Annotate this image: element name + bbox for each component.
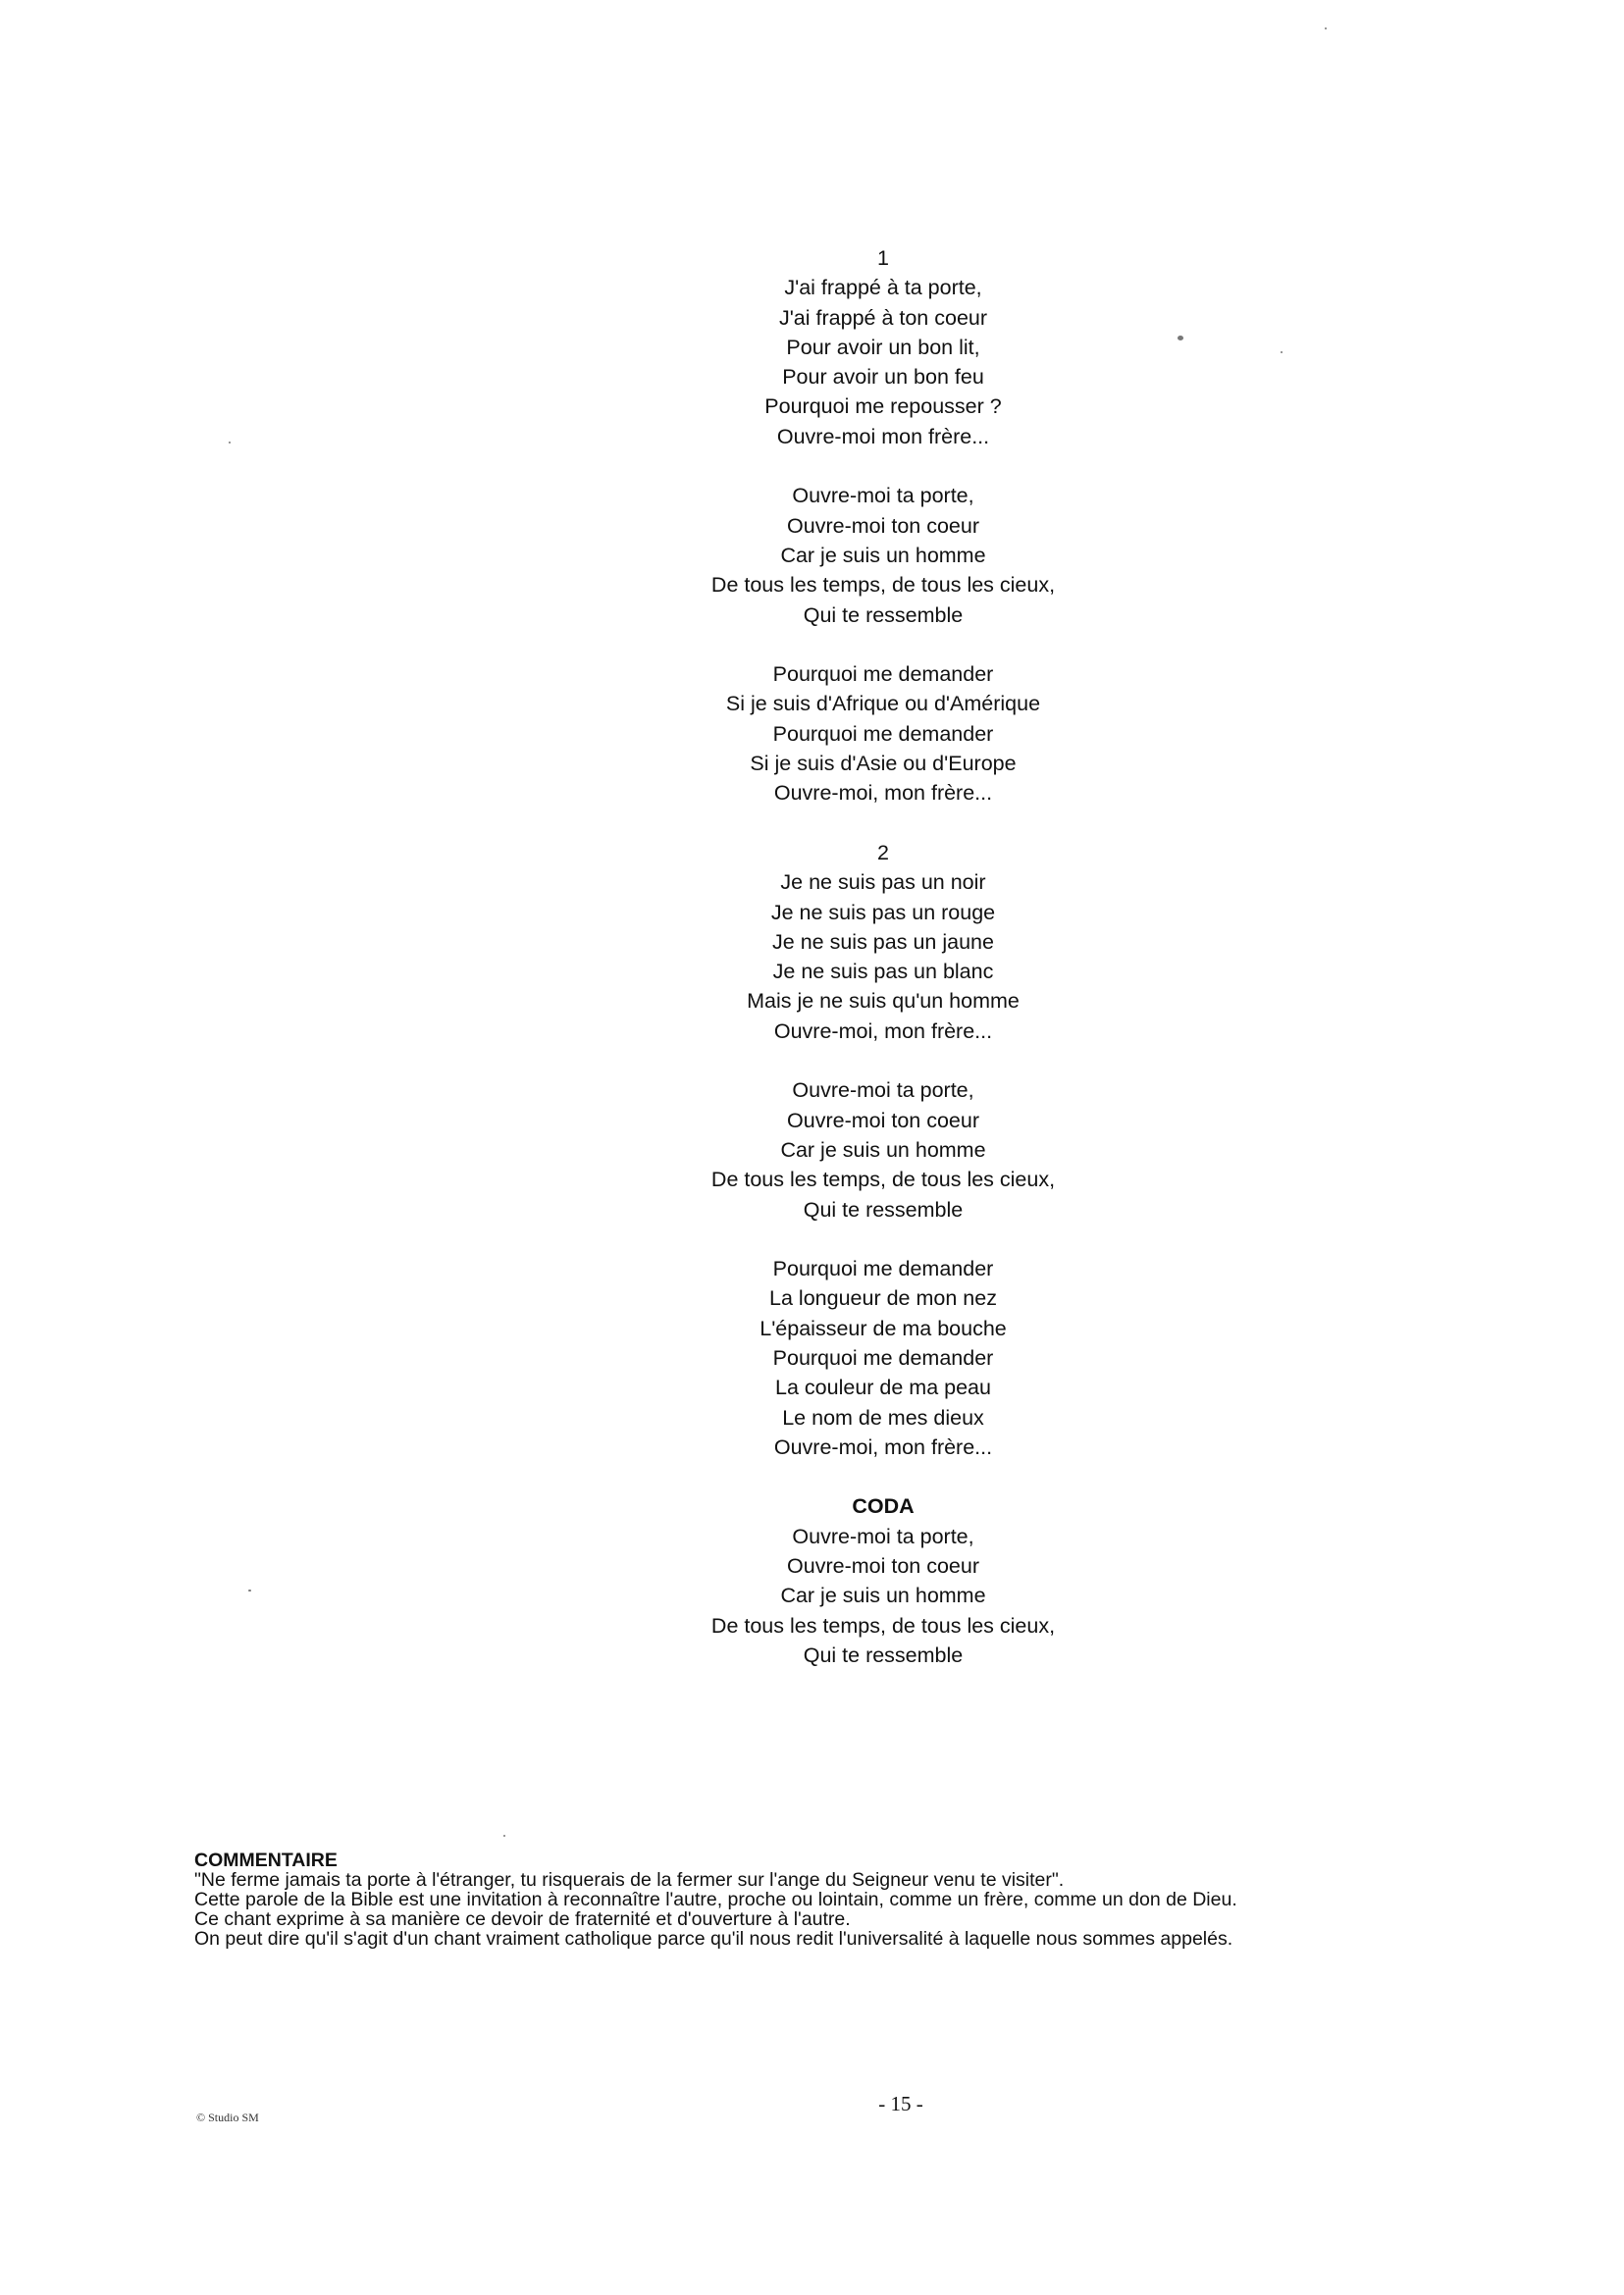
- commentary-line: Ce chant exprime à sa manière ce devoir de fraternité et d'ouverture à l'autre.: [194, 1908, 851, 1930]
- scan-speck: [248, 1590, 251, 1591]
- stanza-1: [550, 243, 1217, 451]
- stanza-2: [550, 838, 1217, 1046]
- copyright-notice: © Studio SM: [196, 2111, 259, 2124]
- lyric-line: Qui te ressemble: [803, 1197, 964, 1222]
- lyric-line: La couleur de ma peau: [775, 1376, 991, 1400]
- lyric-line: Pour avoir un bon feu: [782, 365, 984, 390]
- page-number: - 15 -: [878, 2092, 923, 2115]
- lyric-line: De tous les temps, de tous les cieux,: [710, 573, 1056, 598]
- lyric-line: Ouvre-moi ta porte,: [792, 1078, 974, 1103]
- lyric-line: Mais je ne suis qu'un homme: [747, 989, 1020, 1014]
- lyric-line: La longueur de mon nez: [769, 1286, 997, 1311]
- stanza-number: 1: [877, 246, 889, 270]
- lyric-line: Car je suis un homme: [780, 1137, 986, 1162]
- scan-speck: [1281, 351, 1283, 353]
- lyric-line: J'ai frappé à ta porte,: [784, 276, 982, 300]
- lyric-line: Je ne suis pas un rouge: [770, 900, 996, 924]
- lyric-line: Ouvre-moi ta porte,: [792, 484, 974, 508]
- commentary-title: COMMENTAIRE: [194, 1850, 338, 1871]
- lyric-line: Ouvre-moi ton coeur: [787, 513, 979, 538]
- stanza-1b: [550, 659, 1217, 808]
- commentary-line: "Ne ferme jamais ta porte à l'étranger, tu risquerais de la fermer sur l'ange du Seigneur venu te visiter".: [194, 1869, 1065, 1891]
- lyric-line: Qui te ressemble: [803, 602, 964, 627]
- song-lyrics: [550, 243, 1217, 1700]
- commentary-section: [194, 1851, 1470, 1949]
- lyric-line: Pourquoi me demander: [772, 721, 994, 746]
- lyric-line: Si je suis d'Asie ou d'Europe: [750, 752, 1017, 776]
- lyric-line: Pour avoir un bon lit,: [786, 335, 980, 359]
- scan-speck: [503, 1835, 505, 1837]
- refrain-1: [550, 481, 1217, 629]
- lyric-line: Pourquoi me demander: [772, 1257, 994, 1281]
- lyric-line: Car je suis un homme: [780, 1584, 986, 1608]
- lyric-line: Je ne suis pas un blanc: [772, 960, 994, 984]
- lyric-line: Qui te ressemble: [803, 1643, 964, 1667]
- lyric-line: Ouvre-moi ta porte,: [792, 1524, 974, 1548]
- coda: [550, 1491, 1217, 1670]
- coda-title: CODA: [852, 1494, 915, 1519]
- scan-speck: [1178, 336, 1183, 340]
- lyric-line: Ouvre-moi, mon frère...: [773, 781, 993, 806]
- lyric-line: Ouvre-moi ton coeur: [787, 1108, 979, 1132]
- lyric-line: Pourquoi me repousser ?: [764, 394, 1002, 419]
- lyric-line: Ouvre-moi mon frère...: [776, 424, 990, 448]
- lyric-line: Ouvre-moi, mon frère...: [773, 1018, 993, 1043]
- lyric-line: Ouvre-moi, mon frère...: [773, 1434, 993, 1459]
- stanza-2b: [550, 1254, 1217, 1462]
- lyric-line: Je ne suis pas un jaune: [772, 929, 994, 954]
- lyric-line: De tous les temps, de tous les cieux,: [710, 1168, 1056, 1192]
- refrain-2: [550, 1075, 1217, 1224]
- lyric-line: De tous les temps, de tous les cieux,: [710, 1613, 1056, 1638]
- lyric-line: Ouvre-moi ton coeur: [787, 1554, 979, 1579]
- lyric-line: L'épaisseur de ma bouche: [760, 1316, 1007, 1340]
- stanza-number: 2: [877, 840, 889, 864]
- commentary-line: On peut dire qu'il s'agit d'un chant vraiment catholique parce qu'il nous redit l'universalité à laquelle nous sommes appelés.: [194, 1928, 1233, 1950]
- scan-speck: [1325, 27, 1327, 29]
- lyric-line: Je ne suis pas un noir: [780, 870, 986, 895]
- lyric-line: Le nom de mes dieux: [782, 1405, 984, 1430]
- lyric-line: Pourquoi me demander: [772, 1345, 994, 1370]
- commentary-line: Cette parole de la Bible est une invitation à reconnaître l'autre, proche ou lointain, comme un frère, comme un don de Dieu.: [194, 1889, 1237, 1910]
- lyric-line: Pourquoi me demander: [772, 662, 994, 687]
- lyric-line: Car je suis un homme: [780, 543, 986, 567]
- scan-speck: [229, 442, 231, 443]
- lyric-line: Si je suis d'Afrique ou d'Amérique: [725, 692, 1041, 716]
- lyric-line: J'ai frappé à ton coeur: [778, 305, 988, 330]
